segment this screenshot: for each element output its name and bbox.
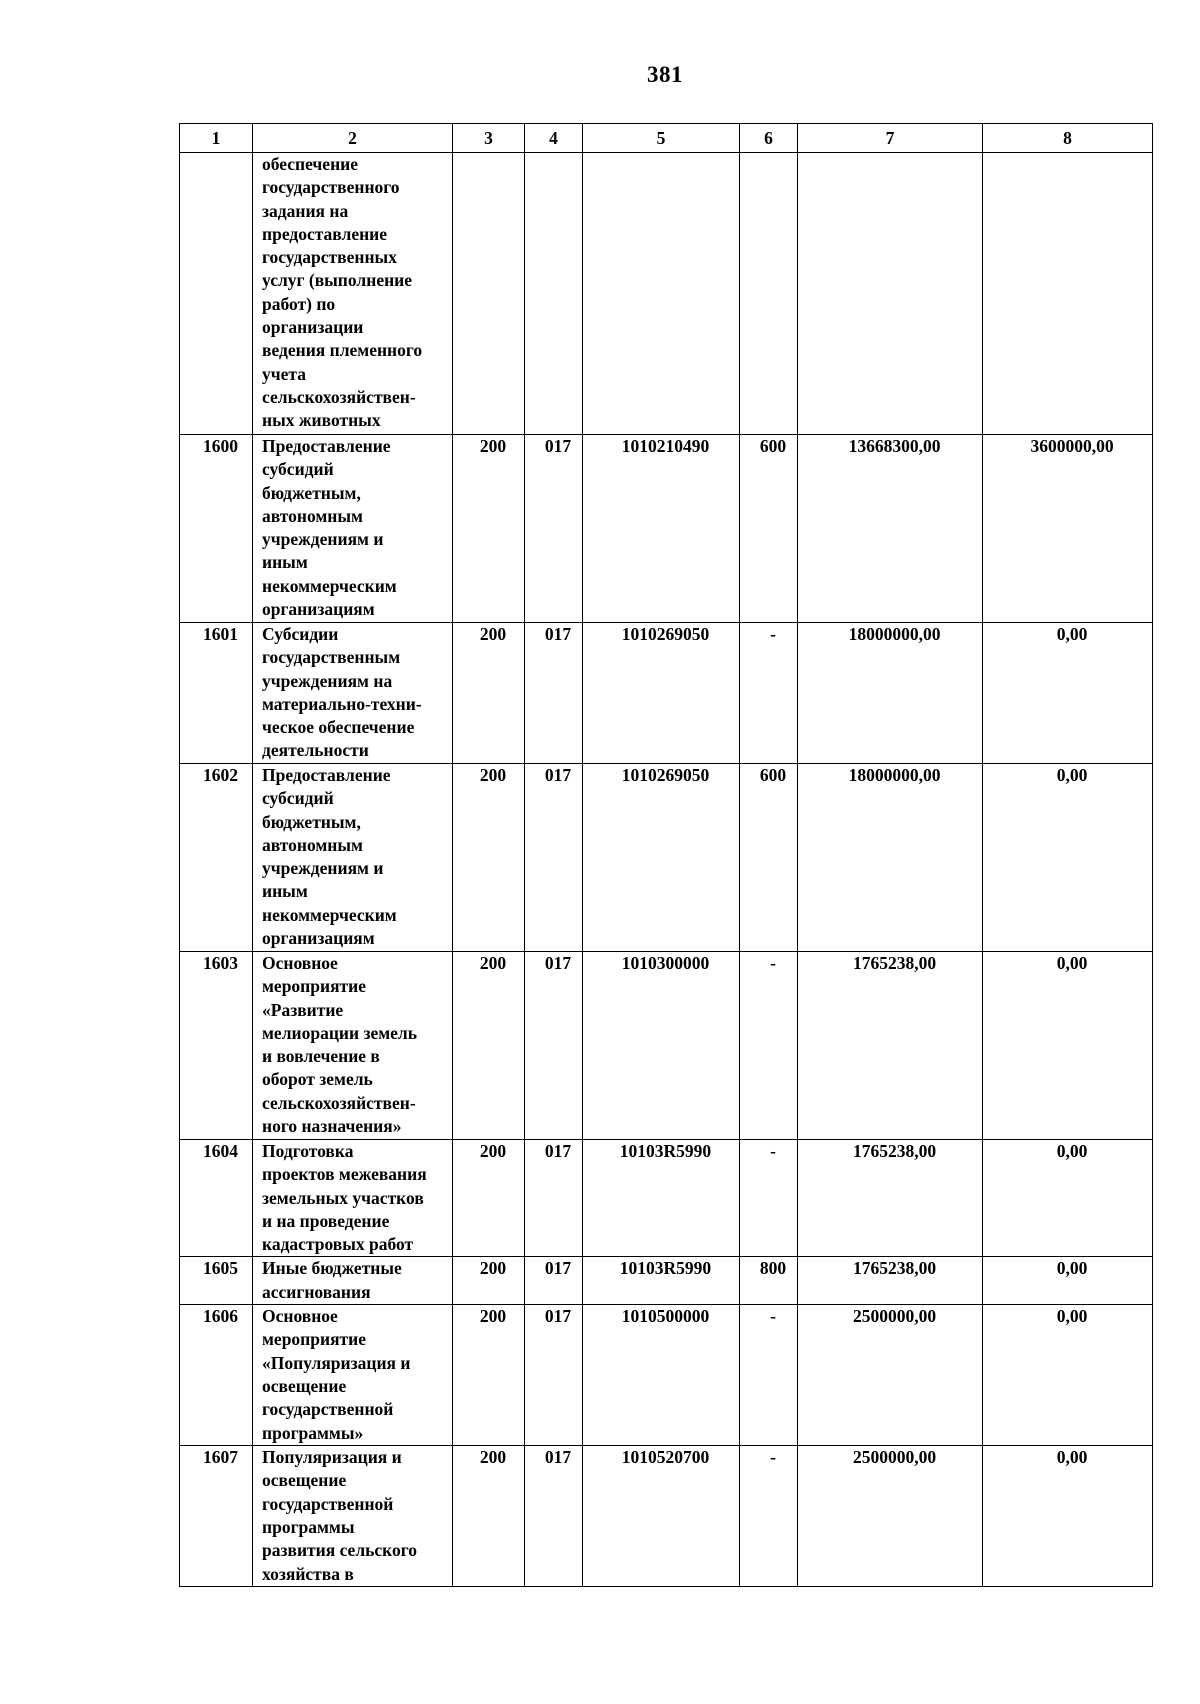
department-code-cell: 017 xyxy=(525,623,583,764)
description-cell: Популяризация и освещение государственной программы развития сельского хозяйства в xyxy=(253,1446,453,1587)
department-code-cell: 017 xyxy=(525,952,583,1140)
code-cell: 200 xyxy=(453,764,525,952)
table-row xyxy=(180,435,1153,623)
expense-type-cell: - xyxy=(740,623,798,764)
code-cell: 200 xyxy=(453,623,525,764)
description-cell: Основное мероприятие «Развитие мелиорации земель и вовлечение в оборот земель сельскохозяйствен- ного назначения» xyxy=(253,952,453,1140)
amount-cell xyxy=(798,153,983,435)
header-cell: 1 xyxy=(180,124,253,153)
code-cell: 200 xyxy=(453,952,525,1140)
row-number-cell: 1600 xyxy=(180,435,253,623)
header-cell: 6 xyxy=(740,124,798,153)
header-cell: 4 xyxy=(525,124,583,153)
amount-cell-2: 3600000,00 xyxy=(983,435,1153,623)
expense-type-cell xyxy=(740,153,798,435)
budget-table xyxy=(179,123,1153,1587)
expense-type-cell: 600 xyxy=(740,435,798,623)
amount-cell-2: 0,00 xyxy=(983,1140,1153,1257)
code-cell: 200 xyxy=(453,1305,525,1446)
target-article-cell xyxy=(583,153,740,435)
code-cell: 200 xyxy=(453,1446,525,1587)
expense-type-cell: - xyxy=(740,1140,798,1257)
target-article-cell: 10103R5990 xyxy=(583,1257,740,1305)
row-number-cell: 1602 xyxy=(180,764,253,952)
amount-cell: 18000000,00 xyxy=(798,623,983,764)
row-number-cell xyxy=(180,153,253,435)
amount-cell-2: 0,00 xyxy=(983,623,1153,764)
target-article-cell: 1010210490 xyxy=(583,435,740,623)
department-code-cell: 017 xyxy=(525,435,583,623)
table-row xyxy=(180,1446,1153,1587)
header-cell: 8 xyxy=(983,124,1153,153)
expense-type-cell: - xyxy=(740,1305,798,1446)
expense-type-cell: - xyxy=(740,952,798,1140)
amount-cell-2 xyxy=(983,153,1153,435)
row-number-cell: 1607 xyxy=(180,1446,253,1587)
row-number-cell: 1601 xyxy=(180,623,253,764)
code-cell: 200 xyxy=(453,1257,525,1305)
target-article-cell: 1010269050 xyxy=(583,764,740,952)
target-article-cell: 1010520700 xyxy=(583,1446,740,1587)
header-cell: 7 xyxy=(798,124,983,153)
amount-cell-2: 0,00 xyxy=(983,1305,1153,1446)
department-code-cell: 017 xyxy=(525,1305,583,1446)
table-header-row xyxy=(180,124,1153,153)
description-cell: обеспечение государственного задания на предоставление государственных услуг (выполнение работ) по организации ведения племенного учета сельскохозяйствен- ных животных xyxy=(253,153,453,435)
amount-cell: 2500000,00 xyxy=(798,1305,983,1446)
description-cell: Основное мероприятие «Популяризация и освещение государственной программы» xyxy=(253,1305,453,1446)
amount-cell: 18000000,00 xyxy=(798,764,983,952)
page-number: 381 xyxy=(647,62,683,87)
code-cell: 200 xyxy=(453,1140,525,1257)
header-cell: 5 xyxy=(583,124,740,153)
description-cell: Иные бюджетные ассигнования xyxy=(253,1257,453,1305)
row-number-cell: 1603 xyxy=(180,952,253,1140)
description-cell: Предоставление субсидий бюджетным, автономным учреждениям и иным некоммерческим организациям xyxy=(253,764,453,952)
target-article-cell: 1010300000 xyxy=(583,952,740,1140)
department-code-cell: 017 xyxy=(525,764,583,952)
amount-cell-2: 0,00 xyxy=(983,1446,1153,1587)
code-cell: 200 xyxy=(453,435,525,623)
row-number-cell: 1606 xyxy=(180,1305,253,1446)
table-body xyxy=(180,153,1153,1587)
amount-cell: 13668300,00 xyxy=(798,435,983,623)
department-code-cell xyxy=(525,153,583,435)
table-row xyxy=(180,153,1153,435)
row-number-cell: 1604 xyxy=(180,1140,253,1257)
code-cell xyxy=(453,153,525,435)
amount-cell-2: 0,00 xyxy=(983,1257,1153,1305)
table-row xyxy=(180,1257,1153,1305)
expense-type-cell: 800 xyxy=(740,1257,798,1305)
table-row xyxy=(180,623,1153,764)
amount-cell: 1765238,00 xyxy=(798,1140,983,1257)
table-row xyxy=(180,764,1153,952)
department-code-cell: 017 xyxy=(525,1446,583,1587)
description-cell: Подготовка проектов межевания земельных участков и на проведение кадастровых работ xyxy=(253,1140,453,1257)
amount-cell: 2500000,00 xyxy=(798,1446,983,1587)
row-number-cell: 1605 xyxy=(180,1257,253,1305)
expense-type-cell: - xyxy=(740,1446,798,1587)
target-article-cell: 1010500000 xyxy=(583,1305,740,1446)
table-row xyxy=(180,952,1153,1140)
department-code-cell: 017 xyxy=(525,1140,583,1257)
target-article-cell: 1010269050 xyxy=(583,623,740,764)
description-cell: Субсидии государственным учреждениям на материально-техни- ческое обеспечение деятельности xyxy=(253,623,453,764)
header-cell: 3 xyxy=(453,124,525,153)
amount-cell: 1765238,00 xyxy=(798,1257,983,1305)
target-article-cell: 10103R5990 xyxy=(583,1140,740,1257)
header-cell: 2 xyxy=(253,124,453,153)
expense-type-cell: 600 xyxy=(740,764,798,952)
amount-cell-2: 0,00 xyxy=(983,764,1153,952)
table-row xyxy=(180,1140,1153,1257)
table-row xyxy=(180,1305,1153,1446)
description-cell: Предоставление субсидий бюджетным, автономным учреждениям и иным некоммерческим организациям xyxy=(253,435,453,623)
amount-cell: 1765238,00 xyxy=(798,952,983,1140)
amount-cell-2: 0,00 xyxy=(983,952,1153,1140)
department-code-cell: 017 xyxy=(525,1257,583,1305)
